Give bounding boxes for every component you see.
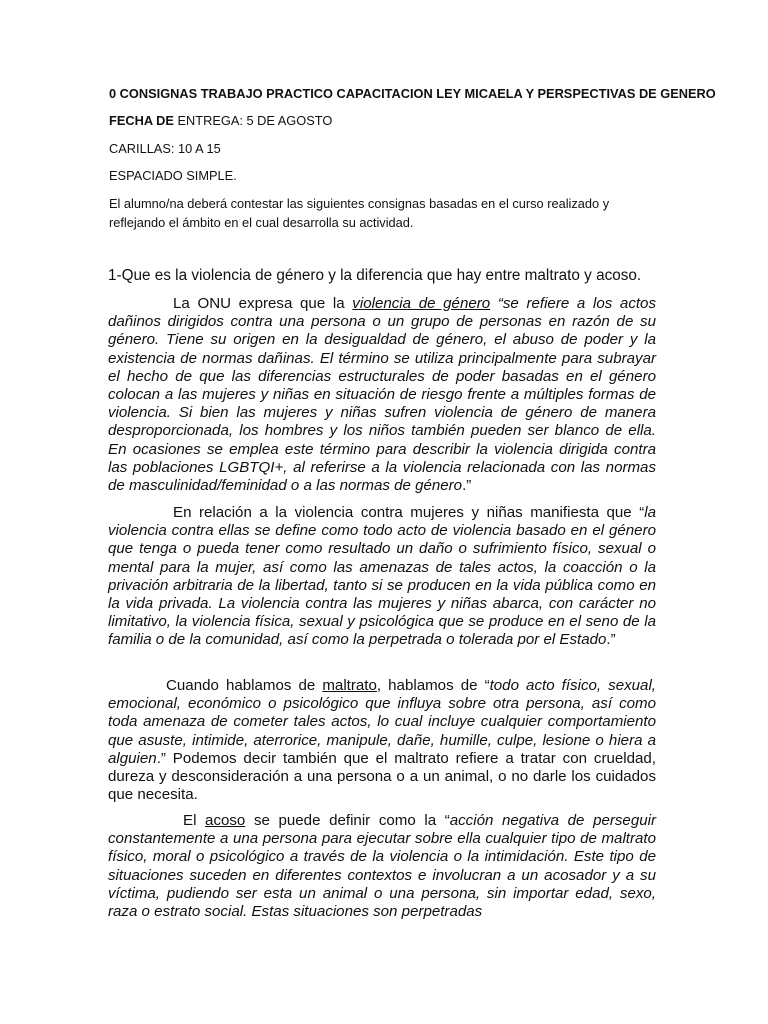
term-maltrato: maltrato <box>322 677 377 694</box>
instructions-text: El alumno/na deberá contestar las siguientes consignas basadas en el curso realizado y reflejando el ámbito en el cual desarrolla su actividad. <box>109 196 610 230</box>
p1-end: .” <box>462 477 472 495</box>
due-date-value: ENTREGA: 5 DE AGOSTO <box>173 113 333 128</box>
p3-intro: Cuando hablamos de <box>166 677 323 694</box>
p2-quote: la violencia contra ellas se define como todo acto de violencia basado en el género que tenga o pueda tener como resultado un daño o sufrimiento físico, sexual o mental para la mujer, así como las amenazas de tales actos, la coacción o la privación arbitraria de la libertad, tanto si se producen en la vida pública como en la vida privada. La violencia contra las mujeres y niñas abarca, con carácter no limitativo, la violencia física, sexual y psicológica que se produce en el seno de la familia o de la comunidad, así como la perpetrada o tolerada por el Estado <box>108 504 656 649</box>
p2-end: .” <box>606 631 616 649</box>
paragraph-violence-women <box>108 504 656 650</box>
p3-end: .” Podemos decir también que el maltrato refiere a tratar con crueldad, dureza y desconsideración a una persona o a un animal, o no darle los cuidados que necesita. <box>108 749 656 804</box>
paragraph-onu-definition <box>108 295 656 495</box>
due-date-line <box>109 113 332 129</box>
term-acoso: acoso <box>205 812 246 829</box>
p1-quote: “se refiere a los actos dañinos dirigidos contra una persona o un grupo de personas en razón de su género. Tiene su origen en la desigualdad de género, el abuso de poder y la existencia de normas dañinas. El término se utiliza principalmente para subrayar el hecho de que las diferencias estructurales de poder basadas en el género colocan a las mujeres y niñas en situación de riesgo frente a múltiples formas de violencia. Si bien las mujeres y niñas sufren violencia de género de manera desproporcionada, los hombres y los niños también pueden ser blanco de ella. En ocasiones se emplea este término para describir la violencia dirigida contra las poblaciones LGBTQI+, al referirse a la violencia relacionada con las normas de masculinidad/feminidad o a las normas de género <box>108 295 657 495</box>
p1-intro: La ONU expresa que la <box>173 295 353 312</box>
p4-mid: se puede definir como la “ <box>245 812 450 829</box>
p3-mid: , hablamos de “ <box>376 677 490 694</box>
term-violencia-de-genero: violencia de género <box>352 295 491 312</box>
due-date-label: FECHA DE <box>109 113 174 128</box>
p2-intro: En relación a la violencia contra mujeres y niñas manifiesta que “ <box>173 504 645 521</box>
p3-quote: todo acto físico, sexual, emocional, económico o psicológico que influya sobre otra persona, así como toda amenaza de cometer tales actos, lo cual incluye cualquier comportamiento que asuste, intimide, aterrorice, manipule, dañe, humille, culpe, lesione o hiera a alguien <box>108 677 656 767</box>
paragraph-maltrato <box>108 677 656 804</box>
document-title: 0 CONSIGNAS TRABAJO PRACTICO CAPACITACION LEY MICAELA Y PERSPECTIVAS DE GENERO <box>109 86 716 101</box>
paragraph-acoso <box>108 812 656 921</box>
p4-quote: acción negativa de perseguir constantemente a una persona para ejecutar sobre ella cualquier tipo de maltrato físico, moral o psicológico a través de la violencia o la intimidación. Este tipo de situaciones suceden en diferentes contextos e involucran a un acosador y a su víctima, pudiendo ser esta un animal o una persona, sin importar edad, sexo, raza o estrato social. Estas situaciones son perpetradas <box>108 812 656 921</box>
p4-intro: El <box>183 812 206 829</box>
pages-requirement: CARILLAS: 10 A 15 <box>109 141 221 156</box>
question-heading: 1-Que es la violencia de género y la diferencia que hay entre maltrato y acoso. <box>108 267 642 284</box>
spacing-requirement: ESPACIADO SIMPLE. <box>109 168 237 183</box>
